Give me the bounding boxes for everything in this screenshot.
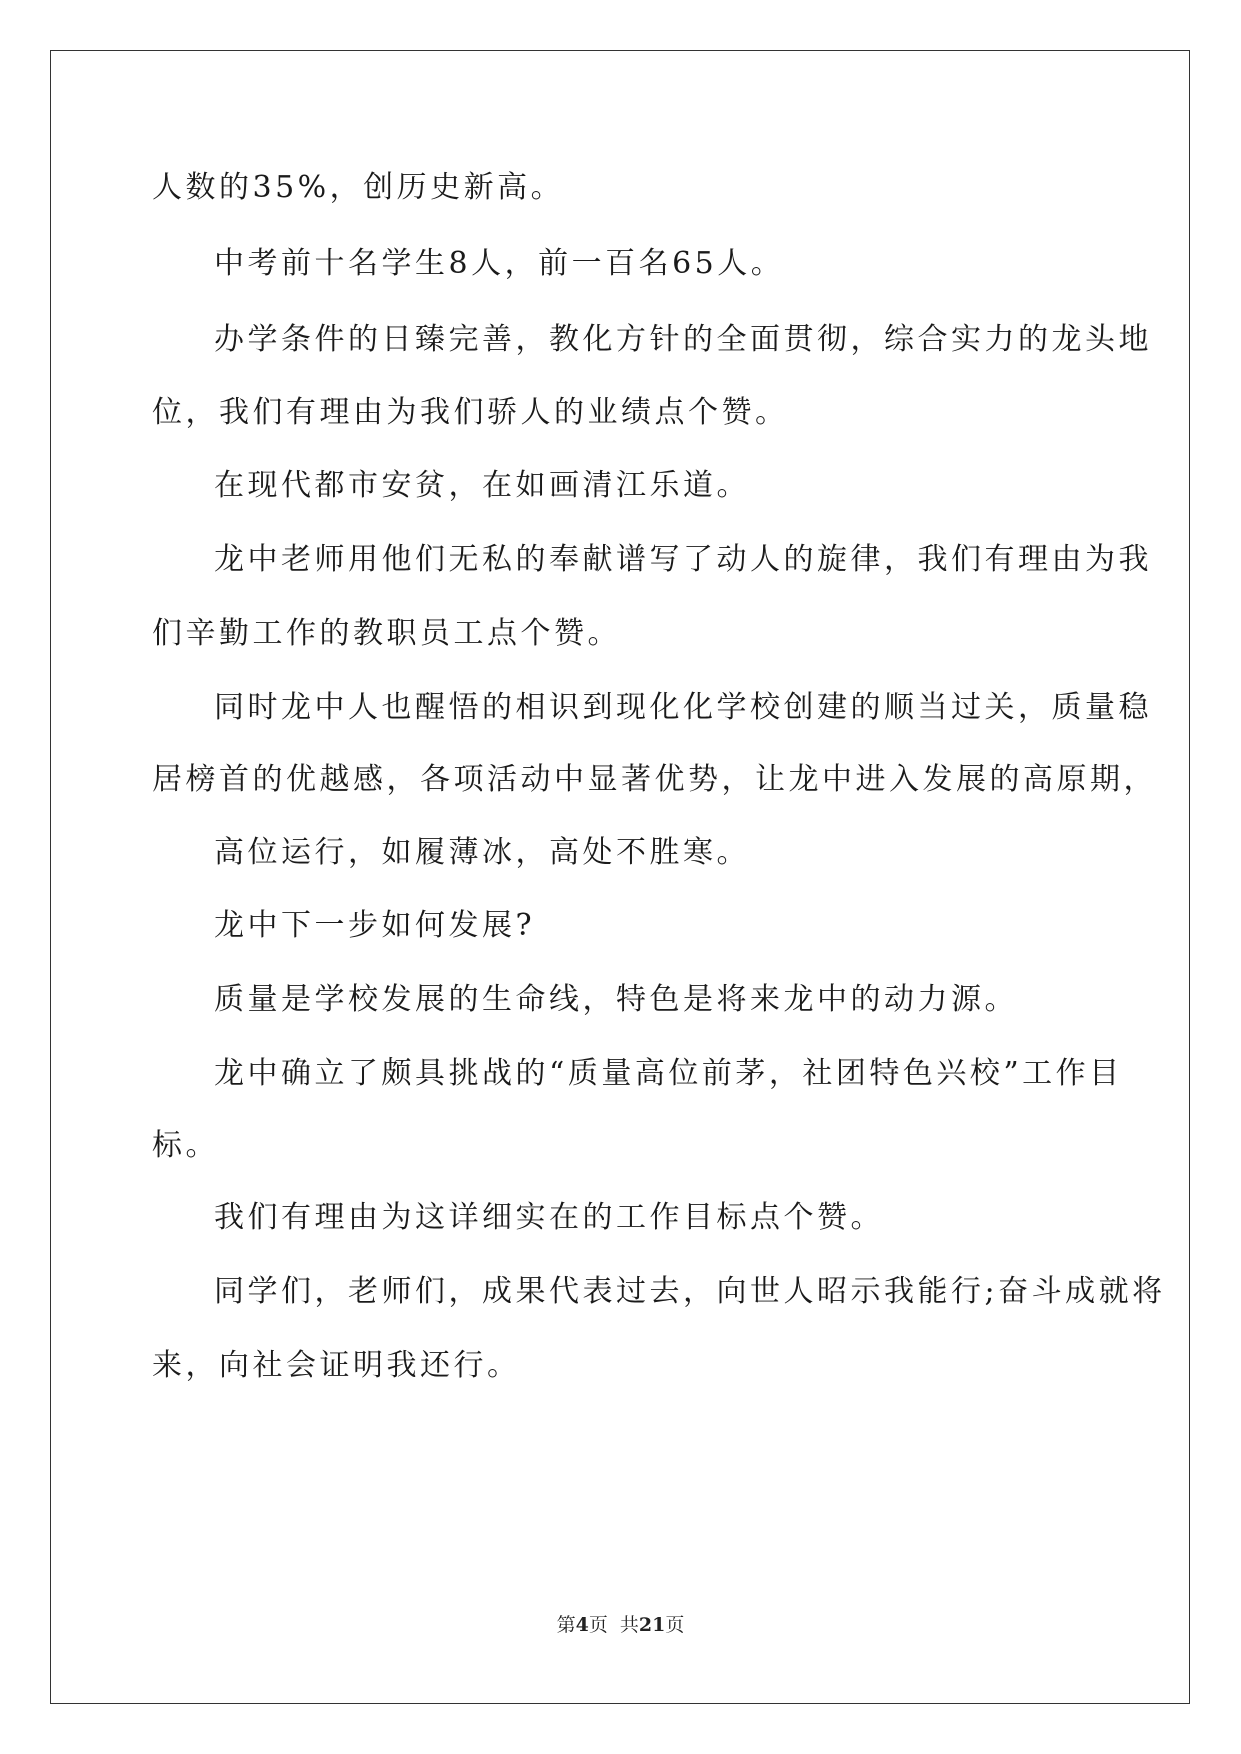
text-line-10: 高位运行，如履薄冰，高处不胜寒。 — [214, 835, 750, 870]
text-line-12: 质量是学校发展的生命线，特色是将来龙中的动力源。 — [214, 982, 1018, 1017]
footer-page-unit: 页 — [588, 1614, 608, 1636]
text-line-6: 龙中老师用他们无私的奉献谱写了动人的旋律，我们有理由为我 — [214, 542, 1152, 577]
text-line-16: 同学们，老师们，成果代表过去，向世人昭示我能行;奋斗成就将 — [214, 1274, 1166, 1309]
footer-current-page: 4 — [575, 1614, 589, 1636]
text-line-3: 办学条件的日臻完善，教化方针的全面贯彻，综合实力的龙头地 — [214, 322, 1152, 357]
text-line-8: 同时龙中人也醒悟的相识到现化化学校创建的顺当过关，质量稳 — [214, 690, 1152, 725]
text-line-17: 来，向社会证明我还行。 — [152, 1348, 521, 1383]
text-line-7: 们辛勤工作的教职员工点个赞。 — [152, 616, 621, 651]
text-line-2: 中考前十名学生8人，前一百名65人。 — [214, 246, 785, 281]
text-line-5: 在现代都市安贫，在如画清江乐道。 — [214, 468, 750, 503]
page-border — [50, 50, 1190, 1704]
text-line-15: 我们有理由为这详细实在的工作目标点个赞。 — [214, 1200, 884, 1235]
text-line-13: 龙中确立了颇具挑战的“质量高位前茅，社团特色兴校”工作目 — [214, 1056, 1123, 1091]
page-footer — [0, 1610, 1241, 1637]
footer-prefix: 第 — [556, 1614, 576, 1636]
text-line-14: 标。 — [152, 1128, 219, 1163]
text-line-1: 人数的35%，创历史新高。 — [152, 170, 565, 205]
text-line-11: 龙中下一步如何发展? — [214, 908, 536, 943]
text-line-4: 位，我们有理由为我们骄人的业绩点个赞。 — [152, 395, 789, 430]
footer-total-prefix: 共 — [619, 1614, 639, 1636]
footer-total-pages: 21 — [638, 1614, 666, 1636]
footer-total-unit: 页 — [665, 1614, 685, 1636]
text-line-9: 居榜首的优越感，各项活动中显著优势，让龙中进入发展的高原期， — [152, 762, 1157, 797]
